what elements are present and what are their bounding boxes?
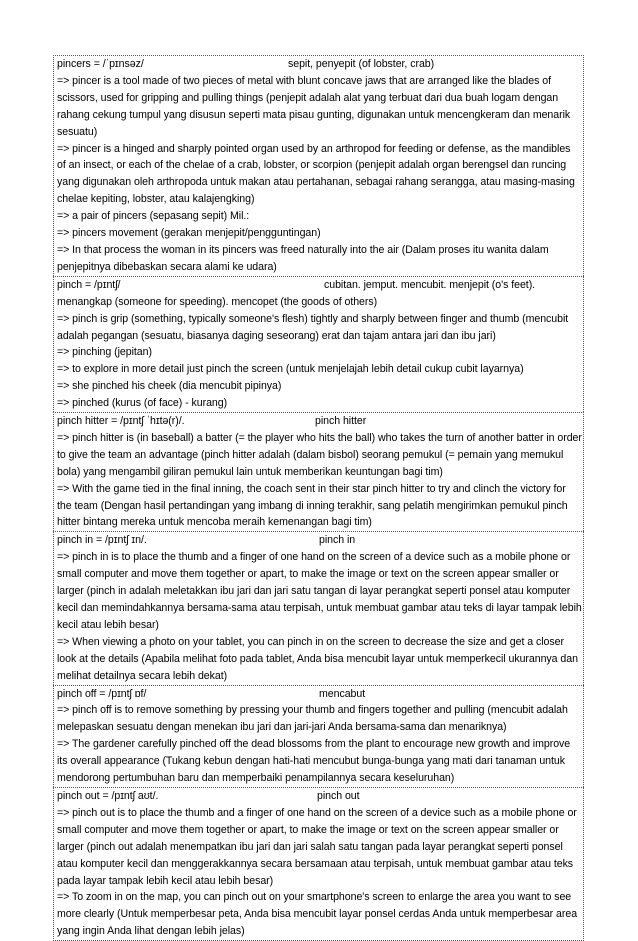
entry-pinch-out	[53, 787, 584, 941]
entry-line: => pinch out is to place the thumb and a finger of one hand on the screen of a device such as a mobile phone or small computer and move them together or apart, to make the image or text on the screen appear smaller or larger (pinch out adalah menempatkan ibu jari dan jari salah satu tangan pada layar perangkat seperti ponsel atau komputer kecil dan menggerakkannya secara bersamaan atau terpisah, untuk membuat gambar atau teks pada layar tampak lebih kecil atau lebih besar)	[57, 806, 577, 887]
entry-head	[57, 686, 582, 703]
entry-line: => pinch hitter is (in baseball) a batter (= the player who hits the ball) who takes the turn of another batter in order to give the team an advantage (pinch hitter adalah (dalam bisbol) seorang pemukul (= pemain yang memukul bola) yang mengambil giliran pemukul lain untuk memberikan keuntungan bagi tim)	[57, 431, 582, 478]
entry-meaning: pinch hitter	[315, 415, 367, 428]
entry-head	[57, 56, 582, 73]
entry-line: => With the game tied in the final inning, the coach sent in their star pinch hitter to try and clinch the victory for the team (Dengan hasil pertandingan yang imbang di inning terakhir, sang pelatih mengirimkan pemukul pinch hitter bintang mereka untuk mencoba meraih kemenangan bagi tim)	[57, 482, 568, 529]
entry-line: => pinch off is to remove something by pressing your thumb and fingers together and pulling (mencubit adalah melepaskan sesuatu dengan menekan ibu jari dan jari-jari Anda bersama-sama dan menariknya)	[57, 704, 568, 734]
entry-term: pinch out = /pɪntʃ aʊt/.	[57, 789, 159, 802]
entry-meaning: pinch in	[319, 534, 356, 547]
entry-line: => pinched (kurus (of face) - kurang)	[57, 397, 228, 410]
entry-head	[57, 277, 582, 294]
entry-head	[57, 788, 582, 805]
entry-pinch	[53, 276, 584, 412]
entry-term: pinch = /pɪntʃ/	[57, 278, 121, 291]
entry-meaning: pinch out	[317, 789, 360, 802]
entry-term: pinch hitter = /pɪntʃ ˈhɪtə(r)/.	[57, 415, 185, 428]
entry-meaning: cubitan. jemput. mencubit. menjepit (o's feet).	[324, 278, 536, 291]
entry-line: => The gardener carefully pinched off the dead blossoms from the plant to encourage new growth and improve its overall appearance (Tukang kebun dengan hati-hati mencubut bunga-bunga yang mati dari tanaman untuk mendorong pertumbuhan baru dan memperbaiki penampilannya secara keseluruhan)	[57, 738, 571, 785]
entry-line: => pincer is a hinged and sharply pointed organ used by an arthropod for feeding or defense, as the mandibles of an insect, or each of the chelae of a crab, lobster, or scorpion (penjepit adalah organ berengsel dan runcing yang digunakan oleh arthropoda untuk makan atau pertahanan, sebagai rahang serangga, atau masing-masing chelae kepiting, lobster, atau kalajengking)	[57, 142, 575, 206]
entry-line: menangkap (someone for speeding). mencopet (the goods of others)	[57, 295, 378, 308]
entry-term: pinch off = /pɪntʃ ɒf/	[57, 687, 147, 700]
entry-line: => she pinched his cheek (dia mencubit pipinya)	[57, 380, 282, 393]
entry-pinch-in	[53, 531, 584, 684]
entry-line: => In that process the woman in its pincers was freed naturally into the air (Dalam proses itu wanita dalam penjepitnya dibebaskan secara alami ke udara)	[57, 243, 549, 273]
entry-line: => pincer is a tool made of two pieces of metal with blunt concave jaws that are arranged like the blades of scissors, used for gripping and pulling things (penjepit adalah alat yang terbuat dari dua buah logam dengan rahang cekung tumpul yang disusun seperti mata pisau gunting, digunakan untuk mencengkeram dan menarik sesuatu)	[57, 74, 571, 138]
entry-meaning: mencabut	[319, 687, 366, 700]
entry-line: => pinch is grip (something, typically someone's flesh) tightly and sharply between finger and thumb (mencubit adalah pegangan (sesuatu, biasanya daging seseorang) erat dan tajam antara jari dan ibu jari)	[57, 312, 569, 342]
entry-term: pinch in = /pɪntʃ ɪn/.	[57, 534, 147, 547]
entry-line: => pinch in is to place the thumb and a finger of one hand on the screen of a device such as a mobile phone or small computer and move them together or apart, to make the image or text on the screen appear smaller or larger (pinch in adalah meletakkan ibu jari dan jari satu tangan di layar perangkat seperti ponsel atau komputer kecil dan memindahkannya bersama-sama atau terpisah, untuk membuat gambar atau teks di layar tampak lebih kecil atau lebih besar)	[57, 551, 582, 631]
entry-pincers	[53, 55, 584, 276]
entry-line: => a pair of pincers (sepasang sepit) Mil.:	[57, 210, 250, 223]
entry-meaning: sepit, penyepit (of lobster, crab)	[288, 58, 435, 70]
entry-line: => To zoom in on the map, you can pinch out on your smartphone's screen to enlarge the area you want to see more clearly (Untuk memperbesar peta, Anda bisa mencubit layar ponsel cerdas Anda untuk memperbesar area yang ingin Anda lihat dengan lebih jelas)	[57, 891, 578, 938]
entry-line: => pinching (jepitan)	[57, 346, 152, 359]
entry-head	[57, 532, 582, 549]
entry-line: => pincers movement (gerakan menjepit/pengguntingan)	[57, 227, 321, 240]
entry-term: pincers = /ˈpɪnsəz/	[57, 58, 144, 70]
entry-line: => to explore in more detail just pinch the screen (untuk menjelajah lebih detail cukup cubit layarnya)	[57, 363, 524, 376]
entry-pinch-hitter	[53, 412, 584, 531]
dictionary-page	[53, 55, 584, 941]
entry-head	[57, 413, 582, 430]
entry-line: => When viewing a photo on your tablet, you can pinch in on the screen to decrease the size and get a closer look at the details (Apabila melihat foto pada tablet, Anda bisa mencubit layar untuk memperkecil ukurannya dan melihat detailnya secara lebih dekat)	[57, 635, 578, 682]
entry-pinch-off	[53, 685, 584, 787]
